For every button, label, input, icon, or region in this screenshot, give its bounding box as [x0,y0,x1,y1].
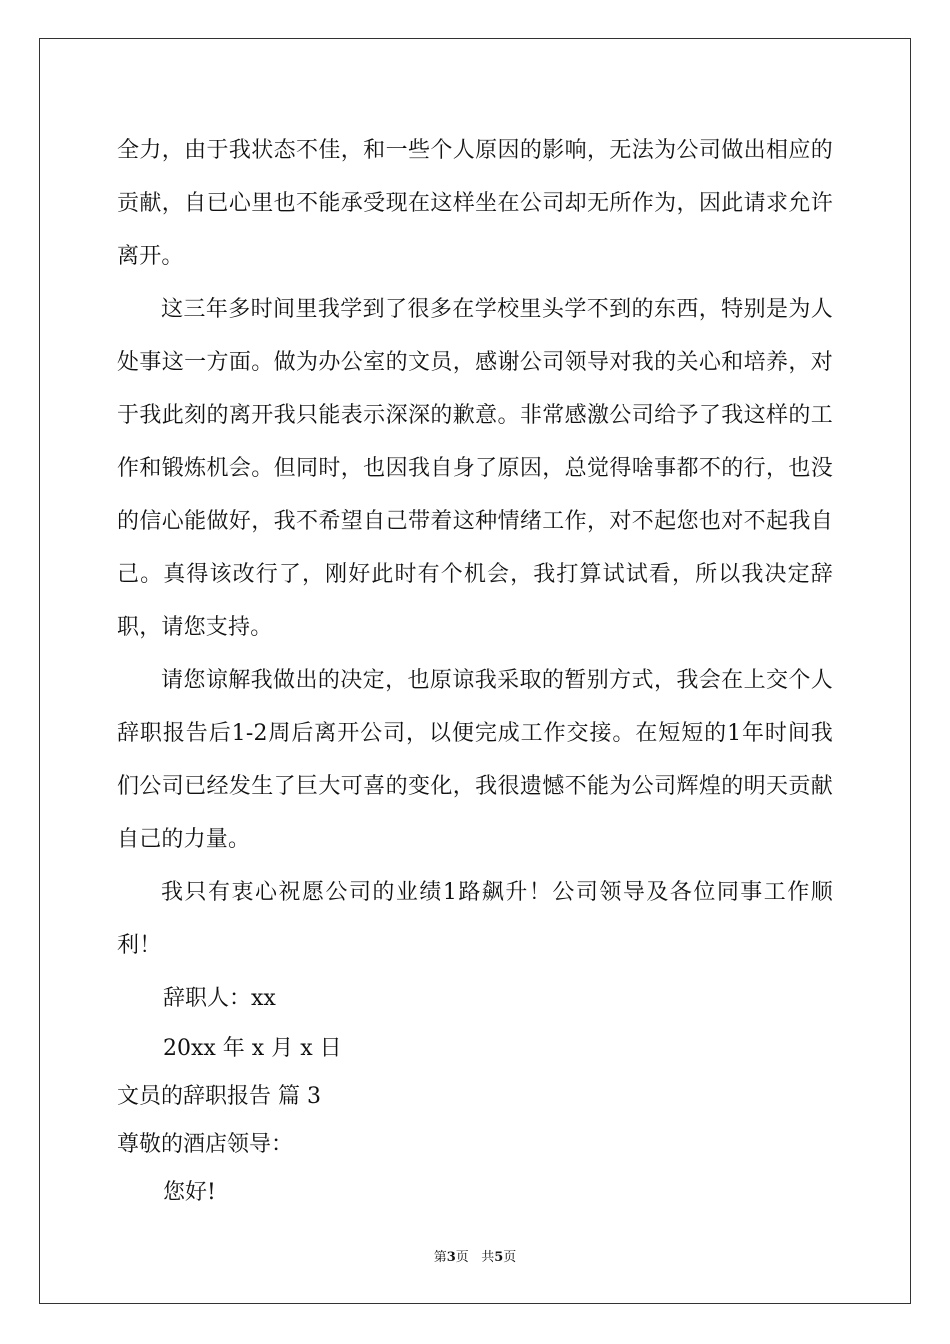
document-body [117,124,833,1217]
page-footer [0,1246,950,1265]
paragraph-4: 我只有衷心祝愿公司的业绩1路飙升！公司领导及各位同事工作顺利！ [117,880,833,958]
footer-mid: 页 共 [455,1250,495,1265]
paragraph-1: 全力，由于我状态不佳，和一些个人原因的影响，无法为公司做出相应的贡献，自已心里也不能承受现在这样坐在公司却无所作为，因此请求允许离开。 [117,138,833,269]
paragraph-2: 这三年多时间里我学到了很多在学校里头学不到的东西，特别是为人处事这一方面。做为办公室的文员，感谢公司领导对我的关心和培养，对于我此刻的离开我只能表示深深的歉意。非常感激公司给予了我这样的工作和锻炼机会。但同时，也因我自身了原因，总觉得啥事都不的行，也没的信心能做好，我不希望自己带着这种情绪工作，对不起您也对不起我自己。真得该改行了，刚好此时有个机会，我打算试试看，所以我决定辞职，请您支持。 [117,297,833,640]
section-title: 文员的辞职报告 篇 3 [117,1084,321,1109]
signer-line: 辞职人：xx [163,986,276,1011]
paragraph-3: 请您谅解我做出的决定，也原谅我采取的暂别方式，我会在上交个人辞职报告后1-2周后离开公司，以便完成工作交接。在短短的1年时间我们公司已经发生了巨大可喜的变化，我很遗憾不能为公司辉煌的明天贡献自己的力量。 [117,668,833,852]
footer-prefix: 第 [433,1250,447,1265]
greeting: 您好! [163,1180,216,1205]
date-line: 20xx 年 x 月 x 日 [163,1036,342,1061]
salutation: 尊敬的酒店领导： [117,1132,294,1157]
current-page-number: 3 [446,1250,456,1265]
total-page-number: 5 [494,1250,504,1265]
footer-suffix: 页 [503,1250,517,1265]
